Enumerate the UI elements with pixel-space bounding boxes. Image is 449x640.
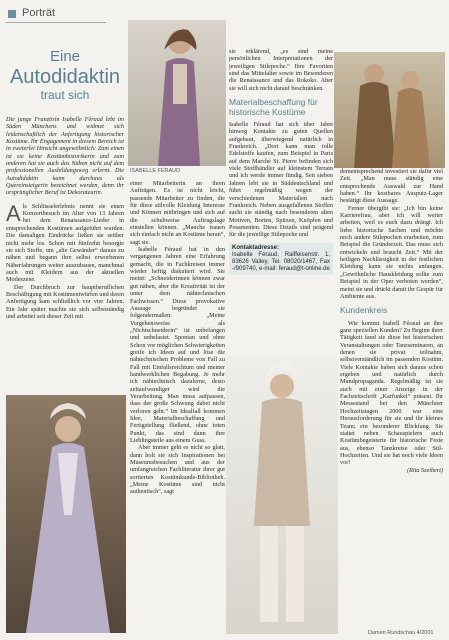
section-label: Porträt [22,7,56,19]
headline-line-1: Eine [49,48,81,65]
contact-body: Isabelle Féraud, Raiffeisenstr. 1, 83626 Valley, Tel. 08020/1467, Fax -/909740, e-mail: feraud@t-online.de [232,251,330,272]
paragraph: dementsprechend investiert sie dafür viel Zeit. „Man muss ständig eine entsprechende Auswahl zur Hand haben.“ Ihr kostbares Ausputz-Lager bestätigt diese Aussage. [340,168,443,205]
contact-box [229,243,333,275]
subheading-customers: Kundenkreis [340,305,388,316]
section-header [6,6,106,23]
paragraph: Isabelle Féraud hat sich über Jahre hinweg Kontakte zu guten Quellen aufgebaut, überwiegend natürlich in Frankreich. „Dort kann man tolle Edelstoffe kaufen, zum Beispiel in Paris auf dem Marché St. Pierre befinden sich viele Stoffhändler auf kleinstem Terrain und ich werde immer fündig. Seit sieben Jahren lebt sie in Süddeutschland und führt regelmäßig wegen der verschiedenen Materialien nach Frankreich. Neben ausgefallenen Stoffen sucht sie ständig nach besonderen alten Motiven, Borten, Spitzen, Knöpfen und Posamenten. Diese Details sind prägend für die jeweilige Stilepoche und [229,121,333,239]
section-marker-icon [8,10,16,18]
paragraph: Aber immer geht es nicht so glatt, dann holt sie sich Inspirationen bei Museumsbesuchen und aus der umfangreichen Fachliteratur ihrer gut sortierten Kostümkunde-Bibliothek. „Meine Kostüme sind nicht authentisch“, sagt [130,444,225,496]
paragraph [6,284,124,321]
photo-costume-couple [334,52,445,168]
headline-line-3: traut sich [40,88,90,102]
column-2 [130,180,225,496]
drop-cap: A [6,200,21,226]
column-4 [340,168,443,474]
paragraph-text: ls Schlüsselerlebnis nennt sie einen Konzertbesuch im Alter von 13 Jahren bei dem Renaissance-Lieder in entsprechenden Kostümen aufgeführt wurden. Die damaligen Eindrücke ließen sie seither nicht mehr los. Schon mit fünfzehn besorgte sie sich Stoffe, um „alte Gewänder“ daraus zu nähen und begann ihre selbst erworbenen Näherfahrungen weiter auszubauen, manchmal auch mit Kleidern aus der aktuellen Modeszene. [6,202,124,284]
paragraph: sie erklärend, „es sind meine persönlichen Interpretationen der jeweiligen Stilepoche.“ Ihre Favoriten sind das Mittelalter sowie im Besonderen die Renaissance und das Rokoko. Aber sie will sich nicht darauf beschränken. [229,48,333,92]
column-3 [229,48,333,275]
headline [6,48,124,102]
paragraph [6,200,124,284]
paragraph: Isabelle Féraud hat in den vergangenen Jahren eine Erfahrung gemacht, die in Fachkreisen immer wieder heftig diskutiert wird. Sie meint: „Schneiderinnen können zwar gut nähen, aber die Kreativität ist der unter dem nähtechnischen Fachwissen.“ Diese provokative Aussage begründet sie folgendermaßen: „Meine Vorgehensweise als „Nichtschneiderin“ ist unbefangen und unbelastet. Spontan und ohne Schon vor möglichen Schwierigkeiten greife ich Ideen auf und löse die nähtechnischen Probleme von Fall zu Fall mit Einfallsreichtum und meiner handwerklichen Begabung. Je mehr ich nähtechnisch dazulerne, desto zeitaufwendiger wird die Verarbeitung. Man muss aufpassen, dass der große Schwung dabei nicht verloren geht.“ Im Idealfall kommen Idee, Materialbeschaffung und Fertigstellung fließend, ohne toten Punkt, das sind dann ihre Lieblingsteile aus einem Guss. [130,246,225,445]
paragraph-text: Der Durchbruch zur hauptberuflichen Beschäftigung mit Kostümentwürfen und deren Anfertigung kam schließlich vor vier Jahren. Ein Jahr später machte sie sich selbstständig und arbeitet seit dieser Zeit mit [6,283,124,320]
photo-caption: ISABELLE FÉRAUD [130,168,181,174]
contact-title: Kontaktadresse: [232,244,280,251]
paragraph: Ferner übergibt sie: „Ich bin keine Karrierefrau, aber ich will weiter arbeiten, weil es euch dazu drängt. Ich liebe historische Sachen und möchte noch andere Stilepochen erarbeiten, zum Beispiel die Gründerzeit. Das muss sich entwickeln und braucht Zeit.“ Mit der heiligen Nachlässigkeit in der festlichen Kleidung kann sie nichts anfangen. „Gewöhnliche Hauskleidung sollte zum Beispiel in der Oper verboten werden“, meint sie und drückt damit ihr Gespür für Ambiente aus. [340,204,443,300]
author-signature: (Rita Szeibert) [407,466,443,474]
paragraph: einer Mitarbeiterin an ihren Aufträgen. Es ist nicht leicht, passende Mitarbeiter zu finden, die für diese stilvolle Kleidung Interesse und Können mitbringen und sich auf die schubweise Auftragslage einstellen können. „Manche trauen sich einfach nicht an Kostüme heran“, sagt sie. [130,180,225,246]
paragraph: Wie kommt Isabell Féraud an ihre ganz speziellen Kunden? Zu Beginn ihrer Tätigkeit fand sie diese bei historischen Veranstaltungen oder Tanzseminaren, an denen sie privat teilnahm, selbstverständlich im passenden Kostüm. Viele Kontakte haben sich daraus schon ergeben und natürlich durch Mundpropaganda. Regelmäßig ist sie auch mit einer Anzeige in der Fachzeitschrift „Karfunkel“ präsent. Ihr Messestand bei den Münchner Hochzeitstagen 2000 war eine Herausforderung für sie und ihr kleines Team; ein besonderer Blickfang. Sie stattet neben Schauspielern auch Kostümbegeisterte für historische Feste aus, ebenso Tanzkreise oder Stil-Hochzeiten. Und sie hat noch viele Ideen vor! [340,319,443,467]
subheading-material: Materialbeschaffung für historische Kostüme [229,97,318,117]
intro-paragraph: Die junge Französin Isabelle Féraud lebt im Süden Münchens und widmet sich leidenschaftlich der Anfertigung historischer Kostüme. Ihr Engagement in diesem Bereich ist in zweierlei Hinsicht ungewöhnlich: Zum einen ist sie keine Kostümhistorikerin und zum anderen hat sie auch das Nähen nicht auf dem professionellen Ausbildungsweg erlernt. Die Autodidaktin kann durchaus als Quereinsteigerin bezeichnet werden, denn ihr ursprünglicher Beruf ist Dekorateurin. [6,116,124,197]
photo-woman-renaissance-dress [128,20,226,166]
column-1 [6,48,124,320]
photo-man-rococo-costume [226,356,338,634]
headline-line-2: Autodidaktin [9,66,121,88]
photo-woman-rococo-dress [6,395,126,633]
page-footer: Damen Rundschau 4/2001 [368,630,434,636]
